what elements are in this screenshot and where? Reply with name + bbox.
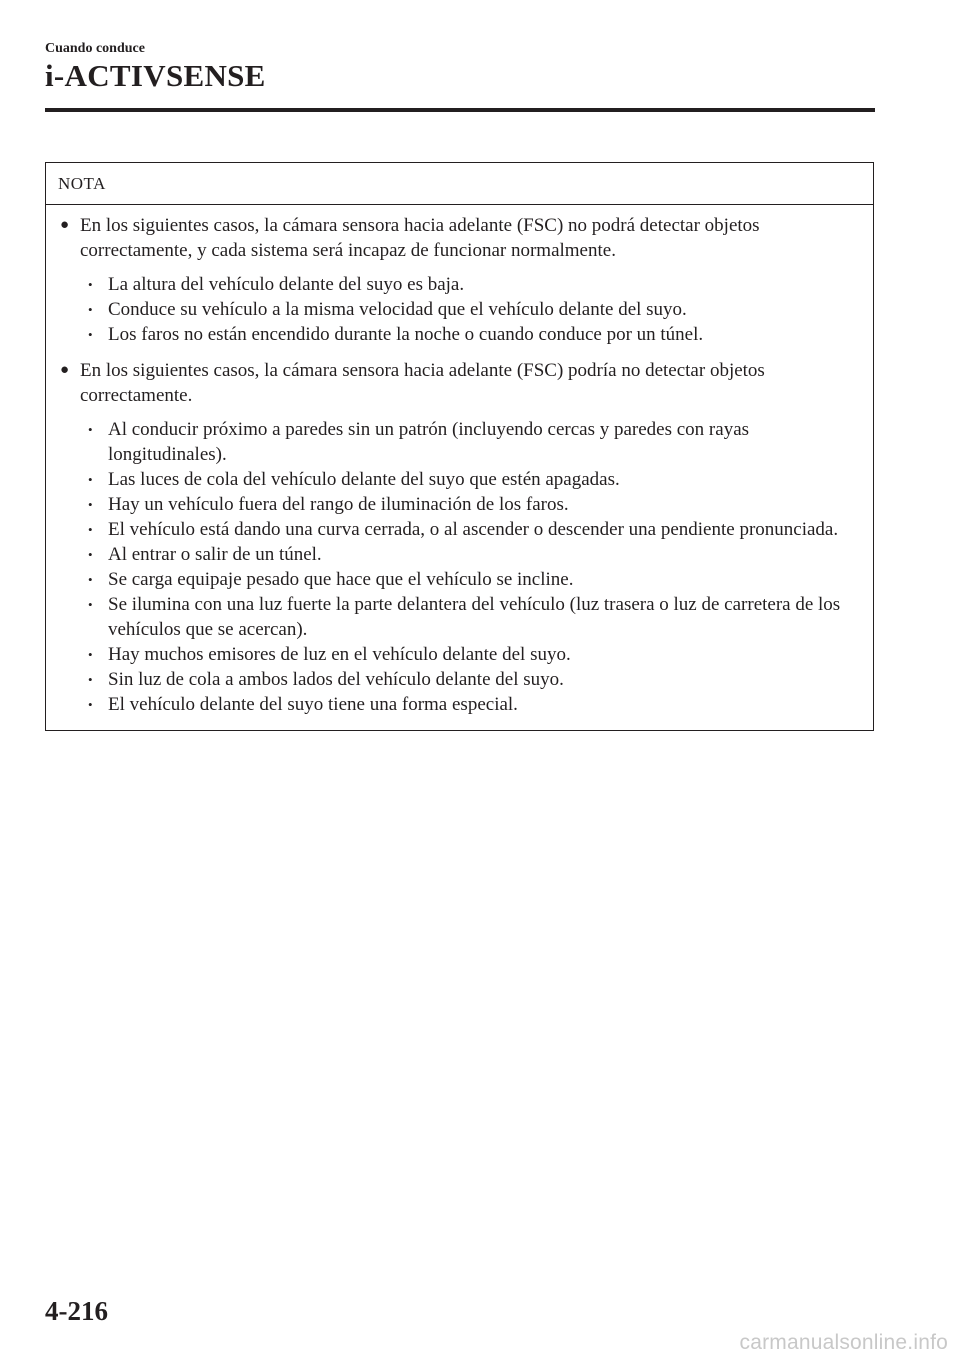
- section-label: Cuando conduce: [45, 41, 145, 56]
- sub-bullet-icon: •: [88, 327, 93, 342]
- sub-bullet-icon: •: [88, 277, 93, 292]
- sub-bullet-icon: •: [88, 597, 93, 612]
- watermark: carmanualsonline.info: [739, 1331, 948, 1354]
- bullet-icon: ●: [60, 362, 70, 378]
- sub-item-text: Se carga equipaje pesado que hace que el vehículo se incline.: [108, 569, 574, 590]
- note-item: [58, 213, 861, 263]
- sub-bullet-icon: •: [88, 472, 93, 487]
- sub-item-text: Las luces de cola del vehículo delante del suyo que estén apagadas.: [108, 469, 620, 490]
- note-box: [45, 162, 874, 731]
- sub-item: [58, 517, 861, 542]
- chapter-title: i-ACTIVSENSE: [45, 58, 266, 93]
- sub-bullet-icon: •: [88, 422, 93, 437]
- sub-bullet-icon: •: [88, 572, 93, 587]
- sub-bullet-icon: •: [88, 547, 93, 562]
- sub-bullet-icon: •: [88, 697, 93, 712]
- sub-item: [58, 692, 861, 717]
- header-rule: [45, 108, 875, 112]
- sub-item: [58, 667, 861, 692]
- sub-item: [58, 297, 861, 322]
- sub-item-text: Conduce su vehículo a la misma velocidad que el vehículo delante del suyo.: [108, 299, 687, 320]
- sub-item-text: Hay un vehículo fuera del rango de iluminación de los faros.: [108, 494, 569, 515]
- sub-item-text: Se ilumina con una luz fuerte la parte delantera del vehículo (luz trasera o luz de carretera de los vehículos que se acercan).: [108, 594, 841, 640]
- sub-bullet-icon: •: [88, 672, 93, 687]
- bullet-icon: ●: [60, 217, 70, 233]
- page-number: 4-216: [45, 1296, 108, 1326]
- note-item-text: En los siguientes casos, la cámara sensora hacia adelante (FSC) no podrá detectar objetos correctamente, y cada sistema será incapaz de funcionar normalmente.: [80, 215, 760, 261]
- sub-item-text: Los faros no están encendido durante la noche o cuando conduce por un túnel.: [108, 324, 704, 345]
- note-item-text: En los siguientes casos, la cámara sensora hacia adelante (FSC) podría no detectar objetos correctamente.: [80, 360, 765, 406]
- sub-item: [58, 567, 861, 592]
- sub-list: [58, 272, 861, 347]
- note-item: [58, 358, 861, 408]
- sub-item-text: Hay muchos emisores de luz en el vehículo delante del suyo.: [108, 644, 571, 665]
- sub-item: [58, 542, 861, 567]
- sub-item-text: Al conducir próximo a paredes sin un patrón (incluyendo cercas y paredes con rayas longitudinales).: [108, 419, 750, 465]
- sub-list: [58, 417, 861, 717]
- note-heading: NOTA: [46, 163, 873, 205]
- sub-item: [58, 492, 861, 517]
- sub-item: [58, 467, 861, 492]
- sub-bullet-icon: •: [88, 302, 93, 317]
- sub-item: [58, 272, 861, 297]
- sub-item: [58, 642, 861, 667]
- sub-bullet-icon: •: [88, 647, 93, 662]
- sub-item: [58, 592, 861, 642]
- note-body: [46, 205, 873, 717]
- sub-item-text: Al entrar o salir de un túnel.: [108, 544, 322, 565]
- sub-item-text: El vehículo está dando una curva cerrada, o al ascender o descender una pendiente pronunciada.: [108, 519, 839, 540]
- sub-item-text: La altura del vehículo delante del suyo es baja.: [108, 274, 465, 295]
- page-header: [45, 40, 875, 93]
- sub-item: [58, 322, 861, 347]
- sub-item-text: Sin luz de cola a ambos lados del vehículo delante del suyo.: [108, 669, 564, 690]
- sub-item-text: El vehículo delante del suyo tiene una forma especial.: [108, 694, 518, 715]
- sub-bullet-icon: •: [88, 497, 93, 512]
- sub-bullet-icon: •: [88, 522, 93, 537]
- sub-item: [58, 417, 861, 467]
